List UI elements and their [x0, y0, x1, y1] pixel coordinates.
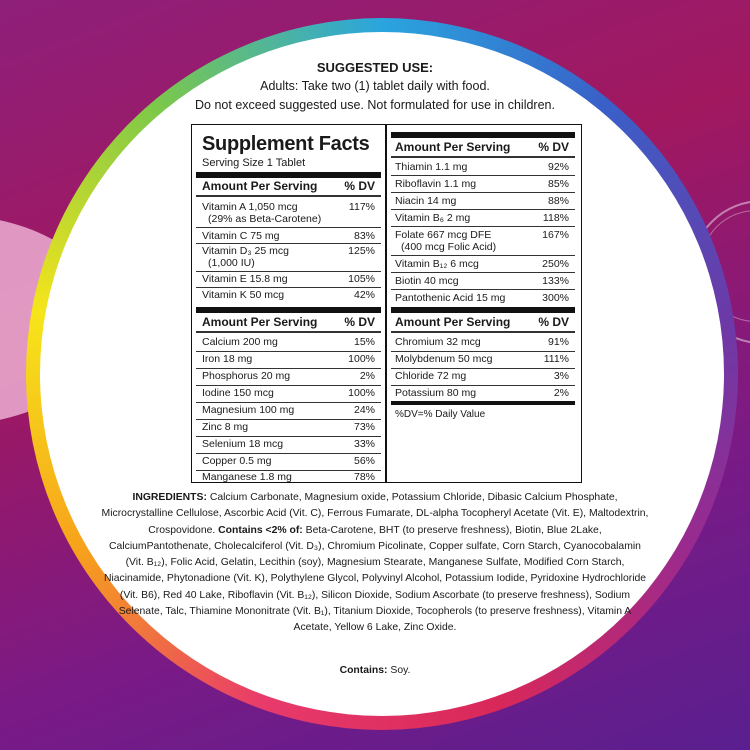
rule-thick — [391, 307, 575, 313]
supplement-facts-panel — [191, 124, 582, 483]
nutrient-name: Molybdenum 50 mcg — [395, 353, 493, 365]
header-dv: % DV — [538, 315, 569, 329]
rule — [196, 351, 381, 352]
rule — [391, 175, 575, 176]
nutrient-name: Manganese 1.8 mg — [202, 471, 292, 483]
nutrient-name: Magnesium 100 mg — [202, 404, 295, 416]
rule — [391, 351, 575, 352]
rule-thick — [391, 132, 575, 138]
nutrient-name: Chromium 32 mcg — [395, 336, 481, 348]
nutrient-name: Potassium 80 mg — [395, 387, 477, 399]
nutrient-name: Vitamin E 15.8 mg — [202, 273, 288, 285]
nutrient-dv: 73% — [353, 421, 375, 433]
serving-size: Serving Size 1 Tablet — [202, 157, 306, 169]
nutrient-dv: 78% — [353, 471, 375, 483]
nutrient-name: Vitamin B₆ 2 mg — [395, 212, 471, 224]
daily-value-footnote: %DV=% Daily Value — [395, 409, 486, 420]
nutrient-dv: 300% — [542, 292, 569, 304]
nutrient-row — [395, 195, 569, 207]
header-amount: Amount Per Serving — [395, 315, 511, 329]
nutrient-dv: 33% — [353, 438, 375, 450]
allergen-statement — [0, 665, 750, 676]
column-divider — [385, 125, 387, 482]
rule — [196, 453, 381, 454]
nutrient-row — [202, 438, 375, 450]
nutrient-name: Iron 18 mg — [202, 353, 253, 365]
rule — [196, 331, 381, 333]
rule-thick — [196, 172, 381, 178]
nutrient-row — [395, 292, 569, 304]
rule — [196, 368, 381, 369]
nutrient-sub: (29% as Beta-Carotene) — [208, 213, 322, 225]
nutrient-name: Phosphorus 20 mg — [202, 370, 291, 382]
nutrient-dv: 100% — [348, 387, 375, 399]
rule-thick — [391, 401, 575, 405]
nutrient-dv: 100% — [348, 353, 375, 365]
nutrient-row — [202, 201, 375, 227]
rule — [391, 289, 575, 290]
ingredients-minor: Beta-Carotene, BHT (to preserve freshness), Biotin, Blue 2Lake, CalciumPantothenate, Cholecalciferol (Vit. D₃), Chromium Picolinate, Copper sulfate, Corn Starch, Cyanocobalamin (Vit. B₁₂), Folic Acid, Gelatin, Lecithin (soy), Magnesium Stearate, Manganese Sulfate, Modified Corn Starch, Niacinamide, Phytonadione (Vit. K), Polythylene Glycol, Polyvinyl Alcohol, Potassium Iodide, Pyridoxine Hydrochloride (Vit. B6), Red 40 Lake, Riboflavin (Vit. B₁₂), Silicon Dioxide, Sodium Ascorbate (to preserve freshness), Sodium Selenate, Talc, Thiamine Mononitrate (Vit. B₁), Titanium Dioxide, Tocopherols (to preserve freshness), Vitamin A Acetate, Yellow 6 Lake, Zinc Oxide. — [103, 524, 647, 634]
nutrient-row — [202, 465, 375, 483]
rule — [196, 271, 381, 272]
nutrient-row — [202, 245, 375, 271]
nutrient-row — [395, 161, 569, 173]
nutrient-row — [202, 289, 375, 301]
rule — [391, 331, 575, 333]
nutrient-dv: 167% — [542, 229, 569, 241]
nutrient-row — [395, 212, 569, 224]
nutrient-name: Chloride 72 mg — [395, 370, 467, 382]
nutrient-row — [202, 336, 375, 348]
nutrient-row — [202, 421, 375, 433]
nutrient-name: Calcium 200 mg — [202, 336, 278, 348]
ingredients-main: Calcium Carbonate, Magnesium oxide, Potassium Chloride, Dibasic Calcium Phosphate, Microcrystalline Cellulose, Ascorbic Acid (Vit. C), Ferrous Fumarate, DL-alpha Tocopheryl Acetate (Vit. E), Maltodextrin, Crospovidone. — [101, 492, 649, 536]
nutrient-name: Pantothenic Acid 15 mg — [395, 292, 506, 304]
nutrient-row — [202, 273, 375, 285]
rule — [196, 287, 381, 288]
rule — [391, 385, 575, 386]
nutrient-dv: 2% — [359, 370, 375, 382]
nutrient-dv: 125% — [348, 245, 375, 257]
rule — [196, 385, 381, 386]
nutrient-dv: 111% — [543, 353, 569, 365]
nutrient-row — [395, 229, 569, 255]
nutrient-dv: 3% — [553, 370, 569, 382]
nutrient-name: Niacin 14 mg — [395, 195, 457, 207]
nutrient-dv: 118% — [542, 212, 569, 224]
suggested-use — [0, 58, 750, 115]
nutrient-dv: 2% — [553, 387, 569, 399]
ingredients-label: INGREDIENTS: — [132, 492, 207, 503]
rule — [196, 402, 381, 403]
nutrient-dv: 15% — [353, 336, 375, 348]
nutrient-row — [202, 230, 375, 242]
suggested-use-line-2: Do not exceed suggested use. Not formulated for use in children. — [195, 98, 555, 112]
header-amount: Amount Per Serving — [202, 179, 318, 193]
rule — [391, 209, 575, 210]
nutrient-row — [202, 387, 375, 399]
nutrient-dv: 88% — [547, 195, 569, 207]
nutrient-dv: 92% — [547, 161, 569, 173]
rule — [391, 192, 575, 193]
contains-label: Contains: — [339, 665, 388, 676]
nutrient-sub: (1,000 IU) — [208, 257, 255, 269]
header-amount: Amount Per Serving — [202, 315, 318, 329]
nutrient-name: Vitamin C 75 mg — [202, 230, 280, 242]
rule — [391, 255, 575, 256]
nutrient-row — [395, 336, 569, 348]
rule — [196, 195, 381, 197]
nutrient-dv: 56% — [353, 455, 375, 467]
suggested-use-line-1: Adults: Take two (1) tablet daily with food. — [260, 79, 490, 93]
nutrient-name: Riboflavin 1.1 mg — [395, 178, 477, 190]
nutrient-name: Biotin 40 mcg — [395, 275, 459, 287]
nutrient-name: Folate 667 mcg DFE — [395, 229, 492, 241]
nutrient-name: Vitamin K 50 mcg — [202, 289, 285, 301]
nutrient-row — [202, 370, 375, 382]
nutrient-name: Selenium 18 mcg — [202, 438, 284, 450]
rule — [391, 226, 575, 227]
nutrient-dv: 42% — [353, 289, 375, 301]
nutrient-row — [395, 178, 569, 190]
nutrient-name: Thiamin 1.1 mg — [395, 161, 468, 173]
header-amount: Amount Per Serving — [395, 140, 511, 154]
nutrient-name: Iodine 150 mcg — [202, 387, 274, 399]
rule — [391, 368, 575, 369]
header-dv: % DV — [344, 315, 375, 329]
rule — [196, 436, 381, 437]
nutrient-name: Copper 0.5 mg — [202, 455, 272, 467]
rule — [391, 272, 575, 273]
nutrient-dv: 117% — [348, 201, 375, 213]
facts-title: Supplement Facts — [202, 133, 370, 155]
ingredients-block — [100, 490, 650, 637]
rule — [196, 419, 381, 420]
nutrient-row — [395, 353, 569, 365]
rule — [196, 243, 381, 244]
nutrient-dv: 105% — [348, 273, 375, 285]
nutrient-name: Vitamin D₃ 25 mcg — [202, 245, 289, 257]
nutrient-dv: 133% — [542, 275, 569, 287]
nutrient-name: Vitamin A 1,050 mcg — [202, 201, 298, 213]
contains-value: Soy. — [390, 665, 411, 676]
nutrient-dv: 91% — [547, 336, 569, 348]
contains-less-label: Contains <2% of: — [218, 524, 303, 536]
nutrient-row — [202, 404, 375, 416]
rule — [196, 227, 381, 228]
nutrient-name: Vitamin B₁₂ 6 mcg — [395, 258, 479, 270]
nutrient-row — [395, 258, 569, 270]
suggested-use-heading: SUGGESTED USE: — [316, 60, 434, 75]
nutrient-row — [395, 370, 569, 382]
nutrient-row — [202, 353, 375, 365]
nutrient-dv: 250% — [542, 258, 569, 270]
header-dv: % DV — [344, 179, 375, 193]
rule-thick — [196, 307, 381, 313]
nutrient-row — [395, 387, 569, 399]
rule — [391, 156, 575, 158]
nutrient-dv: 85% — [547, 178, 569, 190]
nutrient-dv: 83% — [353, 230, 375, 242]
nutrient-row — [395, 275, 569, 287]
header-dv: % DV — [538, 140, 569, 154]
nutrient-sub: (400 mcg Folic Acid) — [401, 241, 497, 253]
nutrient-name: Zinc 8 mg — [202, 421, 249, 433]
nutrient-dv: 24% — [353, 404, 375, 416]
